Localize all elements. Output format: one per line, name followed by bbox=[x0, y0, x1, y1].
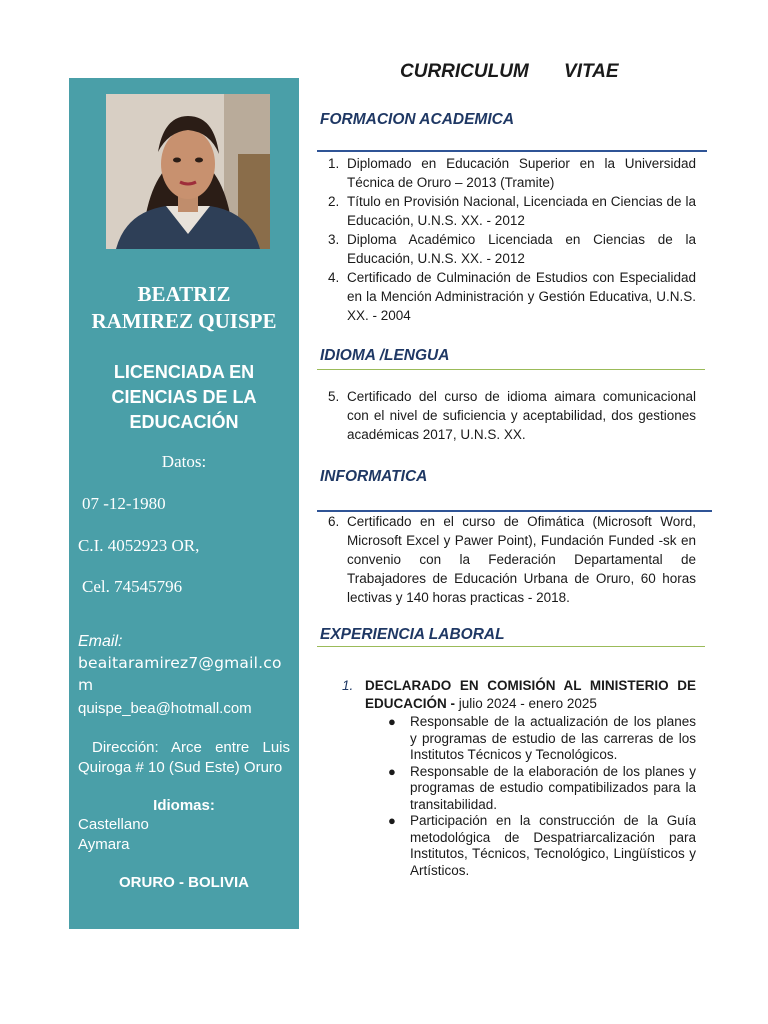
list-item-text: Diploma Académico Licenciada en Ciencias de la Educación, U.N.S. XX. - 2012 bbox=[347, 232, 696, 266]
person-name-line: RAMIREZ QUISPE bbox=[91, 309, 277, 333]
profession-line: CIENCIAS DE LA bbox=[111, 387, 257, 407]
list-item bbox=[318, 230, 696, 268]
list-item bbox=[318, 192, 696, 230]
person-name-line: BEATRIZ bbox=[137, 282, 231, 306]
email-primary[interactable]: beaitaramirez7@gmail.com bbox=[78, 654, 282, 694]
birth-date: 07 -12-1980 bbox=[82, 494, 166, 513]
list-number: 5. bbox=[328, 389, 340, 404]
list-item-text: Certificado del curso de idioma aimara comunicacional con el nivel de suficiencia y aceptabilidad, dos gestiones académicas 2017, U.N.S. XX. bbox=[347, 389, 696, 442]
bullet-item bbox=[340, 764, 696, 814]
list-number: 1. bbox=[328, 156, 340, 171]
idioma-list bbox=[318, 387, 696, 444]
list-number: 3. bbox=[328, 232, 340, 247]
profession-line: EDUCACIÓN bbox=[129, 412, 239, 432]
informatica-list bbox=[318, 512, 696, 607]
section-title-informatica: INFORMATICA bbox=[320, 468, 428, 485]
language-item: Castellano bbox=[78, 816, 149, 833]
languages-label: Idiomas: bbox=[153, 797, 215, 814]
list-item-text: Certificado de Culminación de Estudios con Especialidad en la Mención Administración y Gestión Educativa, U.N.S. XX. - 2004 bbox=[347, 270, 696, 323]
country-label: ORURO - BOLIVIA bbox=[119, 874, 249, 891]
experience-title: DECLARADO EN COMISIÓN AL MINISTERIO DE EDUCACIÓN - bbox=[365, 678, 696, 711]
list-item bbox=[318, 154, 696, 192]
section-title-formacion: FORMACION ACADEMICA bbox=[320, 111, 515, 128]
list-number: 6. bbox=[328, 514, 340, 529]
email-label: Email: bbox=[78, 633, 123, 650]
list-item bbox=[318, 512, 696, 607]
list-item bbox=[318, 268, 696, 325]
person-name bbox=[69, 281, 299, 335]
bullet-text: Responsable de la actualización de los planes y programas de estudio de las carreras de los Institutos Técnicos y Tecnológicos. bbox=[410, 714, 696, 762]
experience-heading bbox=[340, 677, 696, 713]
experience-period: julio 2024 - enero 2025 bbox=[455, 696, 597, 711]
bullet-icon: ● bbox=[388, 714, 396, 729]
bullet-text: Participación en la construcción de la Guía metodológica de Despatriarcalización para Institutos, Técnicos, Tecnológico, Lingüísticos y Artísticos. bbox=[410, 813, 696, 878]
section-divider bbox=[317, 150, 707, 152]
experience-entry bbox=[340, 677, 696, 879]
section-title-experiencia: EXPERIENCIA LABORAL bbox=[320, 626, 505, 643]
bullet-text: Responsable de la elaboración de los planes y programas de estudio compatibilizados para la transitabilidad. bbox=[410, 763, 696, 812]
profession-title bbox=[69, 360, 299, 435]
profile-sidebar bbox=[69, 78, 299, 929]
address: Dirección: Arce entre Luis Quiroga # 10 (Sud Este) Oruro bbox=[78, 739, 290, 776]
language-item: Aymara bbox=[78, 836, 130, 853]
email-secondary[interactable]: quispe_bea@hotmall.com bbox=[78, 700, 252, 717]
list-item-text: Título en Provisión Nacional, Licenciada en Ciencias de la Educación, U.N.S. XX. - 2012 bbox=[347, 194, 696, 228]
section-title-idioma: IDIOMA /LENGUA bbox=[320, 347, 450, 364]
profession-line: LICENCIADA EN bbox=[113, 362, 255, 382]
document-title: CURRICULUM VITAE bbox=[400, 61, 619, 82]
bullet-icon: ● bbox=[388, 763, 396, 779]
profile-photo-image bbox=[106, 94, 270, 249]
bullet-icon: ● bbox=[388, 813, 396, 828]
section-divider bbox=[317, 369, 705, 370]
list-number: 4. bbox=[328, 270, 340, 285]
experience-bullets bbox=[340, 714, 696, 879]
list-item bbox=[318, 387, 696, 444]
ci-number: C.I. 4052923 OR, bbox=[78, 536, 200, 555]
section-divider bbox=[317, 646, 705, 647]
profile-photo bbox=[106, 94, 270, 249]
datos-label: Datos: bbox=[161, 452, 207, 471]
list-number: 2. bbox=[328, 194, 340, 209]
formacion-list bbox=[318, 154, 696, 325]
bullet-item bbox=[340, 714, 696, 764]
cell-phone: Cel. 74545796 bbox=[82, 577, 183, 596]
list-item-text: Diplomado en Educación Superior en la Universidad Técnica de Oruro – 2013 (Tramite) bbox=[347, 156, 696, 190]
list-item-text: Certificado en el curso de Ofimática (Microsoft Word, Microsoft Excel y Pawer Point), Fundación Funded -sk en convenio con la Federación Departamental de Trabajadores de Educación Urbana de Oruro, 60 horas lectivas y 140 horas practicas - 2018. bbox=[347, 514, 696, 605]
list-number: 1. bbox=[342, 678, 354, 693]
bullet-item bbox=[340, 813, 696, 879]
